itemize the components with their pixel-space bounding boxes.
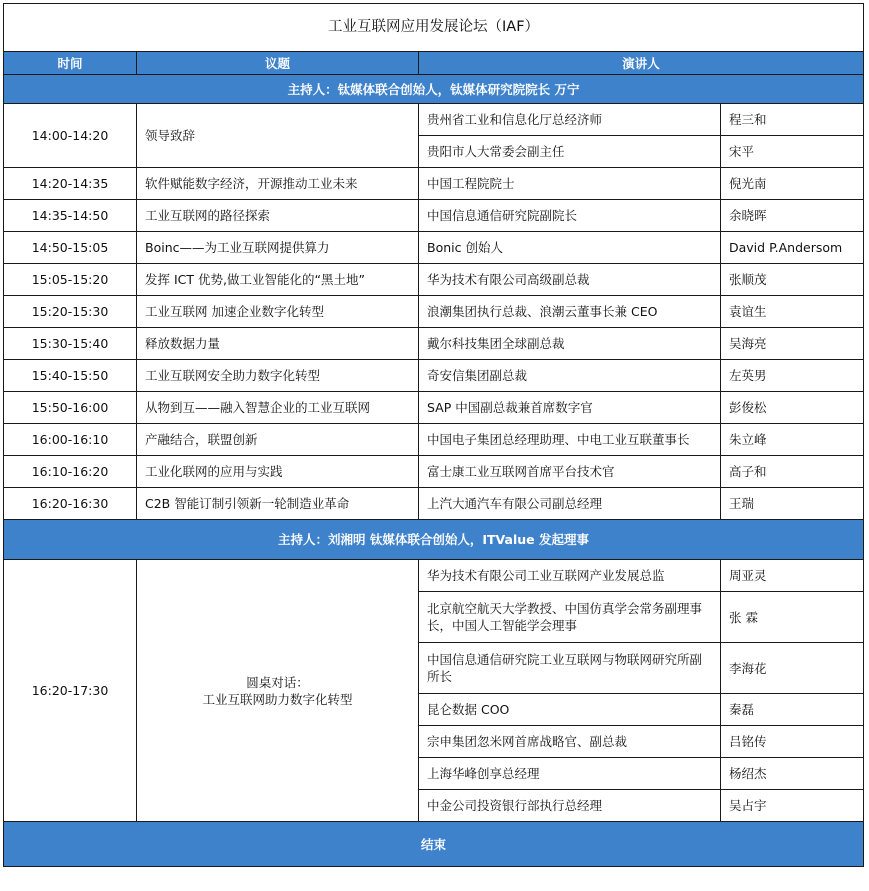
session-row: [4, 392, 864, 424]
opening-time: 14:00-14:20: [4, 104, 137, 168]
session-row: [4, 360, 864, 392]
speaker-name: 王瑞: [721, 488, 864, 520]
speaker-title: Bonic 创始人: [419, 232, 721, 264]
speaker-title: 贵州省工业和信息化厅总经济师: [419, 104, 721, 136]
speaker-title: 华为技术有限公司工业互联网产业发展总监: [419, 560, 721, 592]
speaker-name: David P.Andersom: [721, 232, 864, 264]
speaker-name: 余晓晖: [721, 200, 864, 232]
speaker-title: 宗申集团忽米网首席战略官、副总裁: [419, 726, 721, 758]
session-time: 15:50-16:00: [4, 392, 137, 424]
session-row: [4, 328, 864, 360]
session-time: 16:20-16:30: [4, 488, 137, 520]
session-row: [4, 264, 864, 296]
header-time: 时间: [4, 52, 137, 75]
speaker-name: 吴海亮: [721, 328, 864, 360]
speaker-name: 宋平: [721, 136, 864, 168]
speaker-name: 杨绍杰: [721, 758, 864, 790]
session-topic: 释放数据力量: [137, 328, 419, 360]
speaker-title: 中金公司投资银行部执行总经理: [419, 790, 721, 822]
speaker-title: 昆仑数据 COO: [419, 694, 721, 726]
speaker-name: 左英男: [721, 360, 864, 392]
speaker-name: 高子和: [721, 456, 864, 488]
speaker-name: 吕铭传: [721, 726, 864, 758]
speaker-name: 张顺茂: [721, 264, 864, 296]
speaker-name: 彭俊松: [721, 392, 864, 424]
speaker-name: 朱立峰: [721, 424, 864, 456]
session-topic: 工业互联网安全助力数字化转型: [137, 360, 419, 392]
session-time: 15:30-15:40: [4, 328, 137, 360]
roundtable-topic-line1: 圆桌对话：: [246, 674, 309, 690]
session-topic: 软件赋能数字经济，开源推动工业未来: [137, 168, 419, 200]
speaker-title: 中国信息通信研究院副院长: [419, 200, 721, 232]
session-time: 14:20-14:35: [4, 168, 137, 200]
session-topic: 工业互联网的路径探索: [137, 200, 419, 232]
opening-topic: 领导致辞: [137, 104, 419, 168]
host-banner-1: 主持人：钛媒体联合创始人，钛媒体研究院院长 万宁: [4, 75, 864, 104]
session-topic: C2B 智能订制引领新一轮制造业革命: [137, 488, 419, 520]
host-banner-2: 主持人：刘湘明 钛媒体联合创始人，ITValue 发起理事: [4, 520, 864, 560]
session-topic: 从物到互——融入智慧企业的工业互联网: [137, 392, 419, 424]
speaker-title: 奇安信集团副总裁: [419, 360, 721, 392]
agenda-table: [3, 3, 864, 867]
session-time: 14:50-15:05: [4, 232, 137, 264]
speaker-title: 上海华峰创享总经理: [419, 758, 721, 790]
session-row: [4, 232, 864, 264]
session-row: [4, 296, 864, 328]
speaker-name: 秦磊: [721, 694, 864, 726]
header-speaker: 演讲人: [419, 52, 864, 75]
session-time: 16:00-16:10: [4, 424, 137, 456]
speaker-title: 富士康工业互联网首席平台技术官: [419, 456, 721, 488]
session-time: 15:40-15:50: [4, 360, 137, 392]
end-banner: 结束: [4, 822, 864, 867]
speaker-name: 程三和: [721, 104, 864, 136]
session-time: 15:05-15:20: [4, 264, 137, 296]
speaker-title: 北京航空航天大学教授、中国仿真学会常务副理事长，中国人工智能学会理事: [419, 592, 721, 643]
session-row: [4, 488, 864, 520]
session-row: [4, 168, 864, 200]
speaker-title: 浪潮集团执行总裁、浪潮云董事长兼 CEO: [419, 296, 721, 328]
session-topic: Boinc——为工业互联网提供算力: [137, 232, 419, 264]
session-row: [4, 424, 864, 456]
session-topic: 发挥 ICT 优势,做工业智能化的“黑土地”: [137, 264, 419, 296]
forum-title: 工业互联网应用发展论坛（IAF）: [4, 4, 864, 52]
speaker-title: 戴尔科技集团全球副总裁: [419, 328, 721, 360]
speaker-title: SAP 中国副总裁兼首席数字官: [419, 392, 721, 424]
header-topic: 议题: [137, 52, 419, 75]
speaker-title: 中国工程院院士: [419, 168, 721, 200]
speaker-name: 袁谊生: [721, 296, 864, 328]
session-time: 16:10-16:20: [4, 456, 137, 488]
session-topic: 产融结合，联盟创新: [137, 424, 419, 456]
speaker-title: 贵阳市人大常委会副主任: [419, 136, 721, 168]
speaker-title: 中国信息通信研究院工业互联网与物联网研究所副所长: [419, 643, 721, 694]
roundtable-time: 16:20-17:30: [4, 560, 137, 822]
session-topic: 工业化联网的应用与实践: [137, 456, 419, 488]
speaker-name: 倪光南: [721, 168, 864, 200]
speaker-name: 张 霖: [721, 592, 864, 643]
speaker-name: 李海花: [721, 643, 864, 694]
speaker-title: 上汽大通汽车有限公司副总经理: [419, 488, 721, 520]
speaker-title: 中国电子集团总经理助理、中电工业互联董事长: [419, 424, 721, 456]
roundtable-topic-line2: 工业互联网助力数字化转型: [202, 691, 353, 707]
speaker-name: 吴占宇: [721, 790, 864, 822]
session-topic: 工业互联网 加速企业数字化转型: [137, 296, 419, 328]
session-row: [4, 200, 864, 232]
speaker-name: 周亚灵: [721, 560, 864, 592]
speaker-title: 华为技术有限公司高级副总裁: [419, 264, 721, 296]
roundtable-topic: [137, 560, 419, 822]
session-time: 15:20-15:30: [4, 296, 137, 328]
session-row: [4, 456, 864, 488]
session-time: 14:35-14:50: [4, 200, 137, 232]
